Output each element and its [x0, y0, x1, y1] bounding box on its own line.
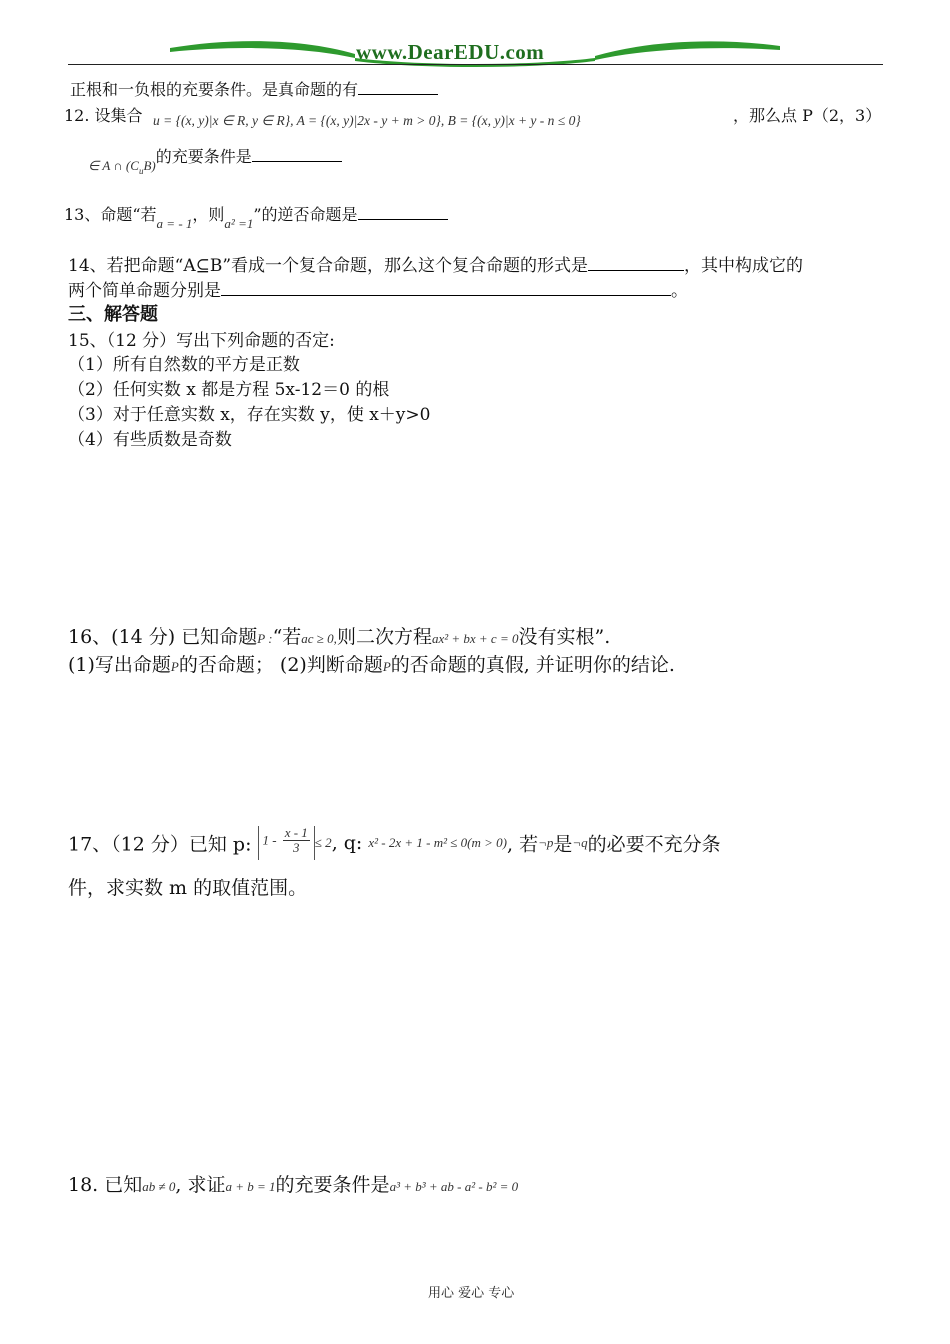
fraction: $\frac{x - 1}{3}$	[284, 825, 308, 855]
site-name: www.DearEDU.com	[356, 40, 545, 64]
abs-value-expression: 1 - $\frac{x - 1}{3}$	[258, 826, 315, 860]
q12-line2: ∈ A ∩ $(C_uB)$的充要条件是	[88, 152, 342, 176]
page-footer: 用心 爱心 专心	[428, 1286, 515, 1301]
q12-set-formula: u = {(x, y)|x ∈ R, y ∈ R}, A = {(x, y)|2x - y + m > 0}, B = {(x, y)|x + y - n ≤ 0}	[153, 113, 581, 128]
q15-item-1: （1）所有自然数的平方是正数	[68, 355, 300, 375]
q15-item-2: （2）任何实数 x 都是方程 5x-12＝0 的根	[68, 380, 390, 400]
q14-line1: 14、若把命题“A⊆B”看成一个复合命题，那么这个复合命题的形式是 ，其中构成它的	[68, 256, 804, 276]
q15-item-3: （3）对于任意实数 x，存在实数 y，使 x＋y>0	[68, 405, 431, 425]
q17-line2: 件，求实数 m 的取值范围。	[68, 877, 308, 899]
q11-tail: 正根和一负根的充要条件。是真命题的有	[70, 77, 438, 100]
q18: 18. 已知ab ≠ 0, 求证a + b = 1的充要条件是a³ + b³ + ab - a² - b² = 0	[68, 1174, 519, 1196]
q16-line2: (1)写出命题P的否命题； (2)判断命题P的否命题的真假, 并证明你的结论.	[68, 654, 675, 676]
answer-blank	[358, 79, 438, 95]
q16-line1: 16、(14 分) 已知命题P :“若ac ≥ 0,则二次方程ax² + bx + c = 0没有实根”.	[68, 626, 611, 648]
section-title: 三、解答题	[68, 304, 158, 325]
answer-blank	[252, 146, 342, 162]
answer-blank	[588, 255, 684, 271]
q14-line2: 两个简单命题分别是 。	[68, 281, 688, 301]
q15-title: 15、（12 分）写出下列命题的否定:	[68, 331, 335, 351]
answer-blank	[221, 280, 671, 296]
answer-blank	[358, 204, 448, 220]
q17-line1: 17、（12 分）已知 p: 1 - $\frac{x - 1}{3}$ ≤ 2, q: x² - 2x + 1 - m² ≤ 0(m > 0), 若¬p是¬q的必要不充分条	[68, 826, 721, 860]
q12-prefix: 12. 设集合	[64, 106, 143, 125]
q12-tail: ，那么点 P（2，3）	[733, 106, 882, 125]
header-rule	[68, 64, 883, 65]
q13: 13、命题“若$_{a = - 1}$，则$_{a^2 =1}$”的逆否命题是	[64, 202, 448, 225]
q15-item-4: （4）有些质数是奇数	[68, 430, 232, 450]
